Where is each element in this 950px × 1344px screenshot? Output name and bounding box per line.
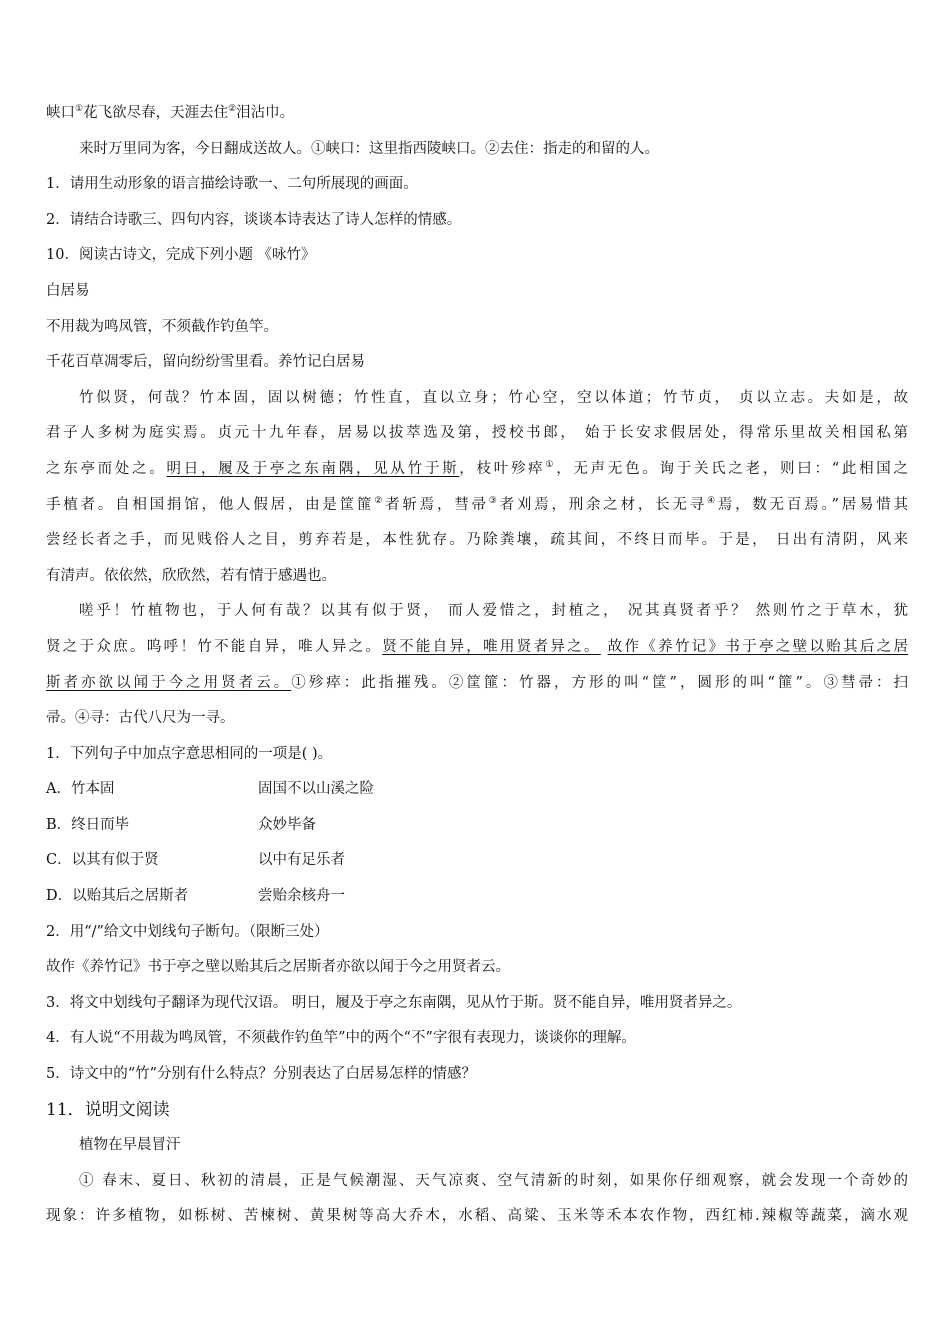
passage-text: 焉，数无百焉。”居易惜其: [717, 496, 909, 513]
sub-question-3: 3．将文中划线句子翻译为现代汉语。 明日，履及于亭之东南隅，见从竹于斯。贤不能自异，唯用贤者异之。: [46, 994, 742, 1011]
document-page: [46, 96, 908, 1235]
option-a: A．竹本固: [46, 781, 115, 798]
poem-line-3: [46, 96, 908, 132]
question-11-title: 11．说明文阅读: [46, 1099, 170, 1120]
sub-question-2-text: 故作《养竹记》书于亭之壁以贻其后之居斯者亦欲以闻于今之用贤者云。: [46, 959, 510, 976]
poem-text: 花飞欲尽春，天涯去住: [83, 105, 229, 121]
passage-line: 现象：许多植物，如栎树、苦楝树、黄果树等高大乔木，水稻、高粱、玉米等禾本农作物，西红柿.辣椒等蔬菜，滴水观: [46, 1208, 908, 1225]
poem-text: 泪沾巾。: [236, 105, 295, 121]
question-2: 2．请结合诗歌三、四句内容，谈谈本诗表达了诗人怎样的情感。: [46, 211, 462, 228]
underlined-sentence: 明日，履及于亭之东南隅，见从竹于斯: [166, 460, 460, 477]
poem-author: 白居易: [46, 282, 90, 299]
underlined-sentence: 贤不能自异，唯用贤者异之。: [382, 638, 601, 655]
footnote-marker: ④: [706, 495, 718, 506]
footnote-marker: ②: [228, 104, 237, 114]
question-1: 1．请用生动形象的语言描绘诗歌一、二句所展现的画面。: [46, 176, 418, 193]
passage-text: ，枝叶殄瘁: [459, 460, 546, 477]
poem-line: 不用裁为鸣凤管，不须截作钓鱼竿。: [46, 318, 278, 335]
option-c-compare: 以中有足乐者: [258, 852, 345, 869]
passage-text: ，无声无色。询于关氏之老，则曰：“此相国之: [556, 460, 909, 477]
passage-line: ① 春末、夏日、秋初的清晨，正是气候潮湿、天气凉爽、空气清新的时刻，如果你仔细观察，就会发现一个奇妙的: [79, 1172, 908, 1189]
question-10-title: 10．阅读古诗文，完成下列小题 《咏竹》: [46, 247, 316, 264]
option-row: [46, 843, 908, 879]
footnote-marker: ②: [374, 495, 386, 506]
passage-text: 之东亭而处之。: [46, 460, 167, 477]
poem-text: 峡口: [46, 105, 75, 121]
passage-line: [46, 488, 908, 524]
passage-line: 帚。④寻：古代八尺为一寻。: [46, 710, 235, 727]
option-row: [46, 808, 908, 844]
footnote-marker: ①: [545, 459, 557, 470]
passage-text: [601, 639, 608, 655]
poem-line-4: 来时万里同为客，今日翻成送故人。①峡口：这里指西陵峡口。②去住：指走的和留的人。: [79, 140, 659, 157]
passage-line: 竹似贤，何哉？竹本固，固以树德；竹性直，直以立身；竹心空，空以体道；竹节贞， 贞以立志。夫如是，故: [79, 389, 908, 406]
sub-question-5: 5．诗文中的“竹”分别有什么特点？分别表达了白居易怎样的情感？: [46, 1066, 477, 1083]
passage-line: 尝经长者之手，而见贱俗人之目，剪弃若是，本性犹存。乃除粪壤，疏其间，不终日而毕。于是， 日出有清阴，风来: [46, 532, 908, 549]
option-b-compare: 众妙毕备: [258, 816, 316, 833]
option-c: C．以其有似于贤: [46, 852, 159, 869]
passage-text: 手植者。自相国捐馆，他人假居，由是筐篚: [46, 496, 375, 513]
passage-line: 君子人多树为庭实焉。贞元十九年春，居易以拔萃选及第，授校书郎， 始于长安求假居处，得常乐里故关相国私第: [46, 425, 908, 442]
option-row: [46, 879, 908, 915]
passage-text: 者斩焉，彗帚: [385, 496, 489, 513]
option-row: [46, 772, 908, 808]
underlined-sentence: 故作《养竹记》书于亭之壁以贻其后之居: [607, 638, 909, 655]
option-a-compare: 固国不以山溪之险: [258, 781, 374, 798]
footnote-text: ①殄瘁：此指摧残。②筐篚：竹器，方形的叫“筐”，圆形的叫“篚”。③彗帚：扫: [291, 674, 909, 691]
option-d-compare: 尝贻余核舟一: [258, 888, 345, 905]
passage-line: [46, 452, 908, 488]
footnote-marker: ③: [488, 495, 500, 506]
sub-question-1: 1．下列句子中加点字意思相同的一项是( )。: [46, 745, 333, 762]
passage-line: [46, 666, 908, 702]
passage-text: 者刈焉，刑余之材，长无寻: [499, 496, 707, 513]
passage-text: 贤之于众庶。呜呼！竹不能自异，唯人异之。: [46, 638, 383, 655]
article-title: 植物在早晨冒汗: [79, 1137, 181, 1154]
passage-line: 嗟乎！竹植物也，于人何有哉？以其有似于贤， 而人爱惜之，封植之， 况其真贤者乎？ 然则竹之于草木，犹: [79, 603, 908, 620]
passage-line: 有清声。依依然，欣欣然，若有情于感遇也。: [46, 567, 336, 584]
sub-question-2: 2．用“/”给文中划线句子断句。（限断三处）: [46, 923, 329, 940]
option-d: D．以贻其后之居斯者: [46, 888, 189, 905]
passage-line: [46, 630, 908, 666]
poem-line: 千花百草凋零后，留向纷纷雪里看。养竹记白居易: [46, 354, 365, 371]
underlined-sentence: 斯者亦欲以闻于今之用贤者云。: [46, 674, 292, 691]
footnote-marker: ①: [75, 104, 84, 114]
option-b: B．终日而毕: [46, 816, 130, 833]
sub-question-4: 4．有人说“不用裁为鸣凤管，不须截作钓鱼竿”中的两个“不”字很有表现力，谈谈你的理解。: [46, 1030, 636, 1047]
